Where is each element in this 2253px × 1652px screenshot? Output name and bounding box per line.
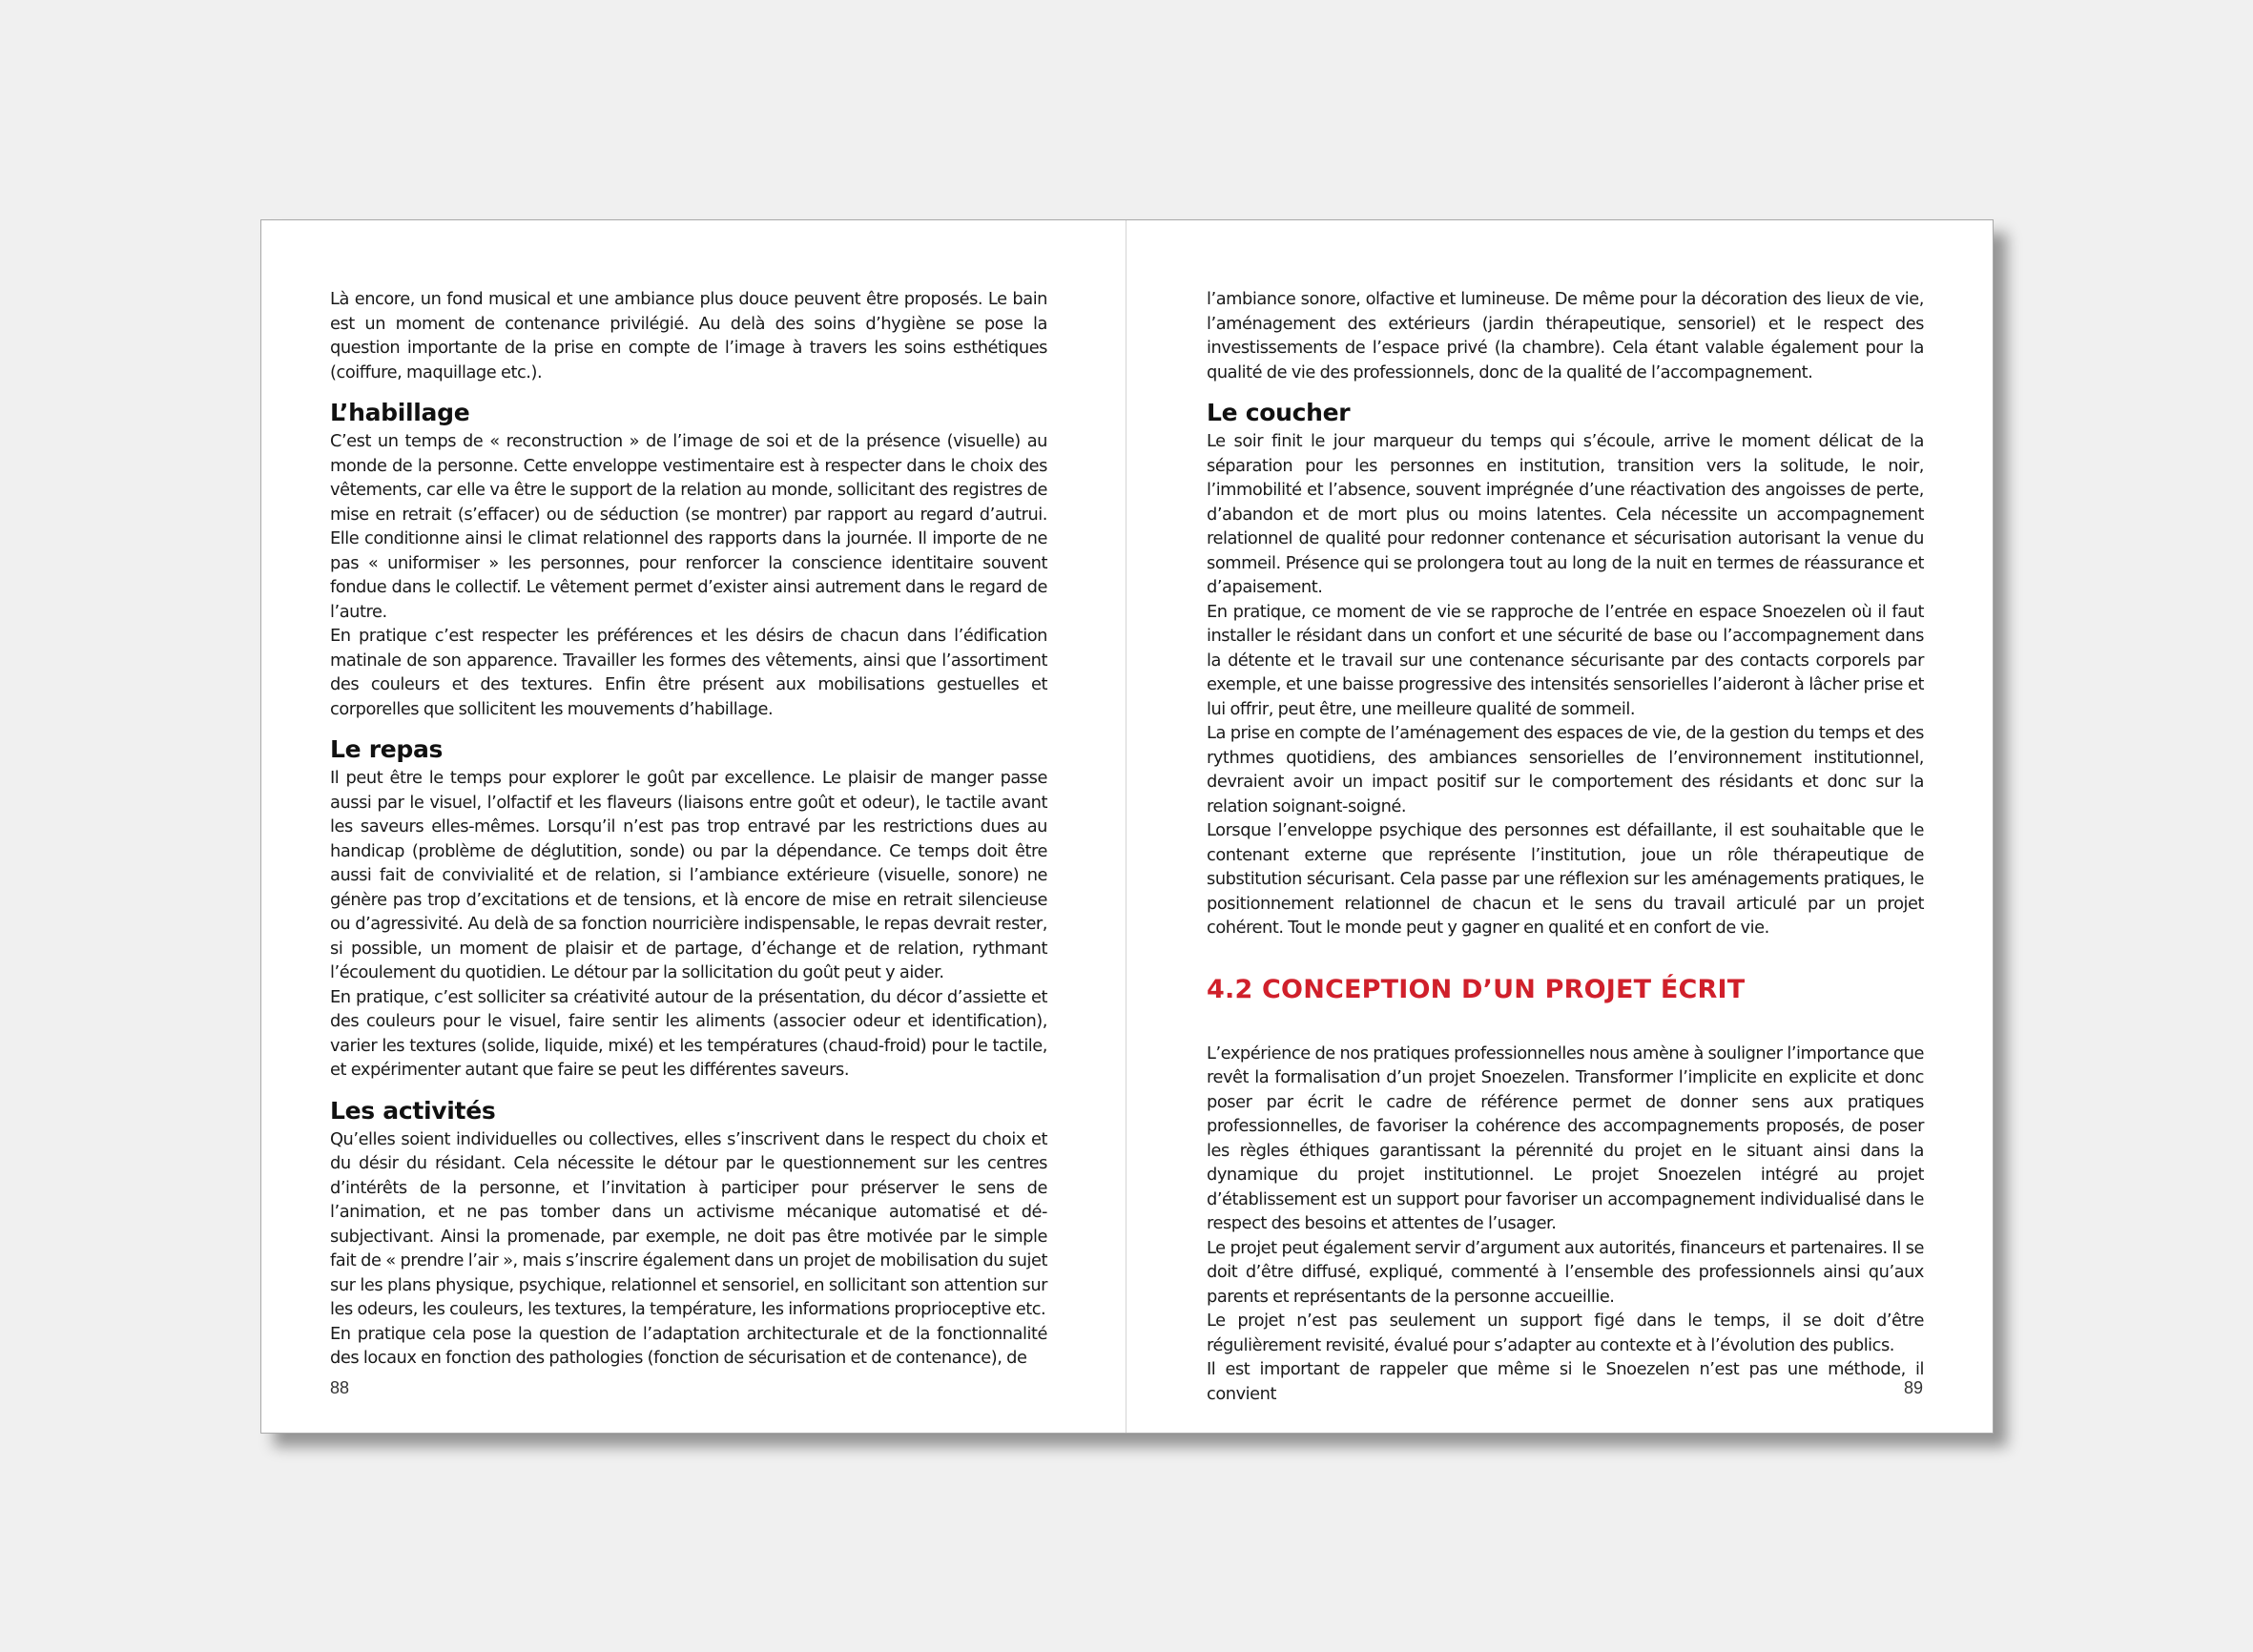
section-paragraph-1: L’expérience de nos pratiques professionnelles nous amène à souligner l’importance que revêt la formalisation d’un projet Snoezelen. Transformer l’implicite en explicite et donc poser par écrit le cadre de référence permet de donner sens aux pratiques professionnelles, de favoriser la cohérence des accompagnements proposés, de poser les règles éthiques garantissant la pérennité du projet en le situant ainsi dans la dynamique du projet institutionnel. Le projet Snoezelen intégré au projet d’établissement est un support pour favoriser un accompagnement individualisé dans le respect des besoins et attentes de l’usager. bbox=[1207, 1043, 1924, 1233]
habillage-paragraph-2: En pratique c’est respecter les préférences et les désirs de chacun dans l’édification matinale de son apparence. Travailler les formes des vêtements, ainsi que l’assortiment des couleurs et des textures. Enfin être présent aux mobilisations gestuelles et corporelles que sollicitent les mouvements d’habillage. bbox=[330, 626, 1047, 719]
habillage-paragraph-1: C’est un temps de « reconstruction » de l’image de soi et de la présence (visuelle) au monde de la personne. Cette enveloppe vestimentaire est à respecter dans le choix des vêtements, car elle va être le support de la relation au monde, sollicitant des registres de mise en retrait (s’effacer) ou de séduction (se montrer) par rapport au regard d’autrui. Elle conditionne ainsi le climat relationnel des rapports dans la journée. Il importe de ne pas « uniformiser » les personnes, pour renforcer la conscience identitaire souvent fondue dans le collectif. Le vêtement permet d’exister ainsi autrement dans le regard de l’autre. bbox=[330, 431, 1047, 622]
right-page-content bbox=[1207, 287, 1924, 1406]
right-page bbox=[1126, 220, 1992, 1433]
activites-paragraph-1: Qu’elles soient individuelles ou collectives, elles s’inscrivent dans le respect du choix et du désir du résidant. Cela nécessite le détour par le questionnement sur les centres d’intérêts de la personne, et l’invitation à participer pour préserver le sens de l’animation, et ne pas tomber dans un activisme mécanique automatisé et dé-subjectivant. Ainsi la promenade, par exemple, ne doit pas être motivée par le simple fait de « prendre l’air », mais s’inscrire également dans un projet de mobilisation du sujet sur les plans physique, psychique, relationnel et sensoriel, en sollicitant son attention sur les odeurs, les couleurs, les textures, la température, les informations proprioceptive etc. bbox=[330, 1128, 1047, 1319]
book-spread bbox=[260, 219, 1994, 1434]
intro-paragraph: l’ambiance sonore, olfactive et lumineuse. De même pour la décoration des lieux de vie, l’aménagement des extérieurs (jardin thérapeutique, sensoriel) et le respect des investissements de l’espace privé (la chambre). Cela étant valable également pour la qualité de vie des professionnels, donc de la qualité de l’accompagnement. bbox=[1207, 289, 1924, 382]
heading-repas: Le repas bbox=[330, 735, 444, 763]
section-heading: 4.2 CONCEPTION D’UN PROJET ÉCRIT bbox=[1207, 974, 1746, 1004]
coucher-paragraph-4: Lorsque l’enveloppe psychique des personnes est défaillante, il est souhaitable que le contenant externe que représente l’institution, joue un rôle thérapeutique de substitution sécurisant. Cela passe par une réflexion sur les aménagements pratiques, le positionnement relationnel de chacun et le sens du travail articulé par un projet cohérent. Tout le monde peut y gagner en qualité et en confort de vie. bbox=[1207, 820, 1924, 938]
section-paragraph-4: Il est important de rappeler que même si le Snoezelen n’est pas une méthode, il convient bbox=[1207, 1359, 1924, 1404]
coucher-paragraph-3: La prise en compte de l’aménagement des espaces de vie, de la gestion du temps et des rythmes quotidiens, des ambiances sensorielles de l’environnement institutionnel, devraient avoir un impact positif sur le comportement des résidants et donc sur la relation soignant-soigné. bbox=[1207, 723, 1924, 816]
heading-coucher: Le coucher bbox=[1207, 399, 1351, 426]
repas-paragraph-1: Il peut être le temps pour explorer le goût par excellence. Le plaisir de manger passe aussi par le visuel, l’olfactif et les flaveurs (liaisons entre goût et odeur), le tactile avant les saveurs elles-mêmes. Lorsqu’il n’est pas trop entravé par les restrictions dues au handicap (problème de déglutition, sonde) ou par la dépendance. Ce temps doit être aussi fait de convivialité et de relation, si l’ambiance extérieure (visuelle, sonore) ne génère pas trop d’excitations et de tensions, et là encore de mise en retrait silencieuse ou d’agressivité. Au delà de sa fonction nourricière indispensable, le repas devrait rester, si possible, un moment de plaisir et de partage, d’échange et de relation, rythmant l’écoulement du quotidien. Le détour par la sollicitation du goût peut y aider. bbox=[330, 768, 1047, 982]
repas-paragraph-2: En pratique, c’est solliciter sa créativité autour de la présentation, du décor d’assiette et des couleurs pour le visuel, faire sentir les aliments (associer odeur et identification), varier les textures (solide, liquide, mixé) et les températures (chaud-froid) pour le tactile, et expérimenter autant que faire se peut les différentes saveurs. bbox=[330, 986, 1047, 1080]
left-page-content bbox=[330, 287, 1047, 1371]
heading-activites: Les activités bbox=[330, 1096, 496, 1125]
section-paragraph-2: Le projet peut également servir d’argument aux autorités, financeurs et partenaires. Il se doit d’être diffusé, expliqué, commenté à l’ensemble des professionnels ainsi qu’aux parents et représentants de la personne accueillie. bbox=[1207, 1237, 1924, 1307]
coucher-paragraph-1: Le soir finit le jour marqueur du temps qui s’écoule, arrive le moment délicat de la séparation pour les personnes en institution, transition vers la solitude, le noir, l’immobilité et l’absence, souvent imprégnée d’une réactivation des angoisses de perte, d’abandon et de mort plus ou moins latentes. Cela nécessite un accompagnement relationnel de qualité pour redonner contenance et sécurisation autorisant la venue du sommeil. Présence qui se prolongera tout au long de la nuit en termes de réassurance et d’apaisement. bbox=[1207, 431, 1924, 597]
intro-paragraph: Là encore, un fond musical et une ambiance plus douce peuvent être proposés. Le bain est un moment de contenance privilégié. Au delà des soins d’hygiène se pose la question importante de la prise en compte de l’image à travers les soins esthétiques (coiffure, maquillage etc.). bbox=[330, 289, 1047, 382]
heading-habillage: L’habillage bbox=[330, 399, 470, 426]
coucher-paragraph-2: En pratique, ce moment de vie se rapproche de l’entrée en espace Snoezelen où il faut installer le résidant dans un confort et une sécurité de base ou l’accompagnement dans la détente et le travail sur une contenance sécurisante par des contacts corporels par exemple, et une baisse progressive des intensités sensorielles l’aideront à lâcher prise et lui offrir, peut être, une meilleure qualité de sommeil. bbox=[1207, 601, 1924, 719]
page-number-left: 88 bbox=[330, 1378, 350, 1397]
left-page bbox=[261, 220, 1126, 1433]
section-paragraph-3: Le projet n’est pas seulement un support figé dans le temps, il se doit d’être régulièrement revisité, évalué pour s’adapter au contexte et à l’évolution des publics. bbox=[1207, 1311, 1924, 1355]
activites-paragraph-2: En pratique cela pose la question de l’adaptation architecturale et de la fonctionnalité des locaux en fonction des pathologies (fonction de sécurisation et de contenance), de bbox=[330, 1323, 1047, 1368]
page-number-right: 89 bbox=[1903, 1378, 1923, 1397]
